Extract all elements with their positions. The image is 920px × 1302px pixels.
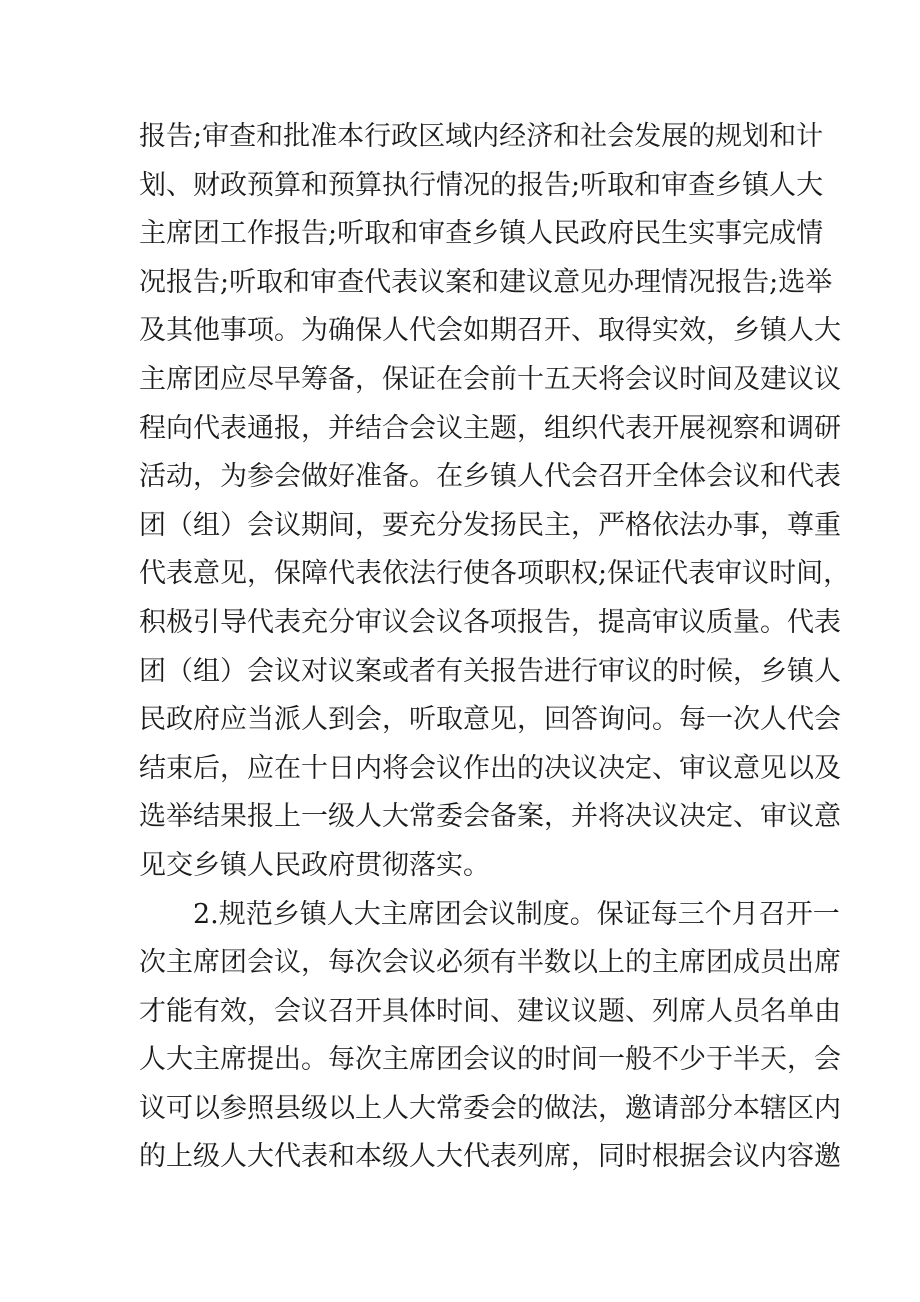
text-line: 结束后，应在十日内将会议作出的决议决定、审议意见以及 [139,752,841,784]
text-line: 代表意见，保障代表依法行使各项职权;保证代表审议时间， [139,558,851,590]
text-line: 况报告;听取和审查代表议案和建议意见办理情况报告;选举 [139,266,833,298]
text-line: 选举结果报上一级人大常委会备案，并将决议决定、审议意 [139,801,841,833]
text-line: 主席团工作报告;听取和审查乡镇人民政府民生实事完成情 [139,218,824,250]
text-line: 团（组）会议对议案或者有关报告进行审议的时候，乡镇人 [139,655,841,687]
text-line: 及其他事项。为确保人代会如期召开、取得实效，乡镇人大 [139,315,841,347]
text-line: 划、财政预算和预算执行情况的报告;听取和审查乡镇人大 [139,169,824,201]
paragraph-1 [139,113,851,891]
text-line: 的上级人大代表和本级人大代表列席，同时根据会议内容邀 [139,1141,841,1173]
text-line: 活动，为参会做好准备。在乡镇人代会召开全体会议和代表 [139,461,841,493]
text-line: 议可以参照县级以上人大常委会的做法，邀请部分本辖区内 [139,1092,841,1124]
text-line: 次主席团会议，每次会议必须有半数以上的主席团成员出席 [139,947,841,979]
text-line: 程向代表通报，并结合会议主题，组织代表开展视察和调研 [139,412,841,444]
text-line: 积极引导代表充分审议会议各项报告，提高审议质量。代表 [139,606,841,638]
document-body [139,113,851,1182]
text-line: 才能有效，会议召开具体时间、建议议题、列席人员名单由 [139,995,841,1027]
text-line: 团（组）会议期间，要充分发扬民主，严格依法办事，尊重 [139,509,841,541]
text-line: 民政府应当派人到会，听取意见，回答询问。每一次人代会 [139,704,841,736]
text-line: 见交乡镇人民政府贯彻落实。 [139,849,490,881]
text-line: 报告;审查和批准本行政区域内经济和社会发展的规划和计 [139,121,824,152]
paragraph-2 [139,891,841,1183]
text-line: 2.规范乡镇人大主席团会议制度。保证每三个月召开一 [193,898,840,930]
text-line: 人大主席提出。每次主席团会议的时间一般不少于半天，会 [139,1044,841,1076]
text-line: 主席团应尽早筹备，保证在会前十五天将会议时间及建议议 [139,363,841,395]
